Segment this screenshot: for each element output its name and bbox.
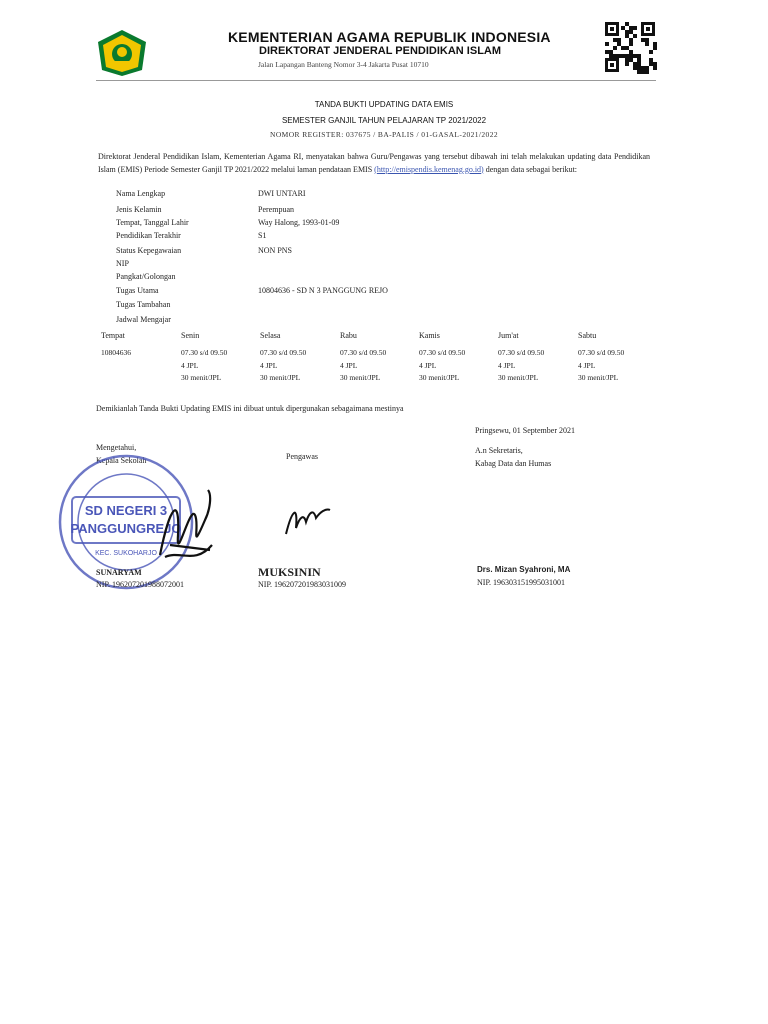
field-value: 10804636 - SD N 3 PANGGUNG REJO: [258, 286, 388, 295]
supervisor-name: MUKSININ: [258, 565, 321, 579]
schedule-slot-time: 07.30 s/d 09.50: [260, 348, 307, 357]
field-value: S1: [258, 231, 267, 240]
schedule-slot-per: 30 menit/JPL: [181, 373, 222, 382]
schedule-slot-per: 30 menit/JPL: [260, 373, 301, 382]
document-semester: SEMESTER GANJIL TAHUN PELAJARAN TP 2021/2022: [281, 116, 487, 125]
supervisor-nip: NIP. 196207201983031009: [258, 580, 347, 589]
closing-statement: Demikianlah Tanda Bukti Updating EMIS ini dibuat untuk dipergunakan sebagaimana mestinya: [96, 404, 404, 413]
official-nip: NIP. 196303151995031001: [477, 578, 566, 587]
secretary-label: A.n Sekretaris,: [475, 446, 523, 455]
schedule-slot-jpl: 4 JPL: [578, 360, 596, 370]
schedule-header: Kamis: [419, 331, 440, 340]
field-label: Pangkat/Golongan: [116, 272, 176, 281]
directorate-name: DIREKTORAT JENDERAL PENDIDIKAN ISLAM: [259, 45, 502, 57]
schedule-slot-jpl: 4 JPL: [419, 360, 437, 370]
field-label: Tugas Utama: [116, 286, 159, 295]
intro-paragraph: [98, 151, 650, 176]
stamp-district: KEC. SUKOHARJO: [95, 550, 157, 557]
kemenag-logo-icon: [94, 28, 150, 78]
field-value: DWI UNTARI: [258, 189, 306, 198]
schedule-slot-time: 07.30 s/d 09.50: [340, 348, 387, 357]
schedule-slot-time: 07.30 s/d 09.50: [419, 348, 466, 357]
place-date: Pringsewu, 01 September 2021: [475, 426, 575, 435]
schedule-slot-jpl: 4 JPL: [260, 360, 278, 370]
field-label: Tempat, Tanggal Lahir: [116, 218, 189, 227]
schedule-slot-jpl: 4 JPL: [181, 360, 199, 370]
field-value: Perempuan: [258, 205, 294, 214]
schedule-slot-per: 30 menit/JPL: [340, 373, 381, 382]
schedule-slot-jpl: 4 JPL: [498, 360, 516, 370]
ministry-name: KEMENTERIAN AGAMA REPUBLIK INDONESIA: [228, 29, 551, 45]
field-label: Nama Lengkap: [116, 189, 166, 198]
headmaster-name: SUNARYAM: [96, 568, 142, 577]
schedule-slot-jpl: 4 JPL: [340, 360, 358, 370]
stamp-school-name: SD NEGERI 3: [84, 503, 168, 518]
document-title: TANDA BUKTI UPDATING DATA EMIS: [314, 100, 454, 109]
headmaster-signature: [150, 485, 220, 575]
schedule-header: Tempat: [101, 331, 125, 340]
field-label: Jadwal Mengajar: [116, 315, 171, 324]
schedule-header: Selasa: [260, 331, 281, 340]
emis-link[interactable]: (http://emispendis.kemenag.go.id): [374, 164, 484, 174]
supervisor-signature: [282, 500, 332, 540]
ministry-address: Jalan Lapangan Banteng Nomor 3-4 Jakarta Pusat 10710: [258, 60, 429, 69]
supervisor-label: Pengawas: [286, 452, 318, 461]
stamp-village-name: PANGGUNGREJO: [70, 521, 182, 536]
data-head-label: Kabag Data dan Humas: [475, 459, 552, 468]
schedule-header: Senin: [181, 331, 200, 340]
field-label: Jenis Kelamin: [116, 205, 162, 214]
intro-text-end: dengan data sebagai berikut:: [485, 164, 578, 174]
schedule-slot-time: 07.30 s/d 09.50: [181, 348, 228, 357]
field-label: NIP: [116, 259, 129, 268]
schedule-slot-time: 07.30 s/d 09.50: [578, 348, 625, 357]
schedule-header: Jum'at: [498, 331, 519, 340]
schedule-place: 10804636: [101, 348, 131, 357]
field-value: Way Halong, 1993-01-09: [258, 218, 340, 227]
official-name: Drs. Mizan Syahroni, MA: [477, 565, 571, 574]
header-divider: [96, 80, 656, 81]
field-label: Pendidikan Terakhir: [116, 231, 181, 240]
field-label: Tugas Tambahan: [116, 300, 171, 309]
field-value: NON PNS: [258, 246, 293, 255]
schedule-slot-per: 30 menit/JPL: [419, 373, 460, 382]
schedule-header: Sabtu: [578, 331, 597, 340]
schedule-slot-per: 30 menit/JPL: [498, 373, 539, 382]
headmaster-label: Kepala Sekolah: [96, 456, 147, 465]
schedule-header: Rabu: [340, 331, 357, 340]
intro-text: Direktorat Jenderal Pendidikan Islam, Kementerian Agama RI, menyatakan bahwa Guru/Pengawas yang tersebut dibawah ini telah melakukan updating data Pendidikan Islam (EMIS) Periode Semester Ganjil TP 2021/2022 melalui laman pendataan EMIS: [98, 152, 650, 174]
schedule-slot-time: 07.30 s/d 09.50: [498, 348, 545, 357]
schedule-slot-per: 30 menit/JPL: [578, 373, 619, 382]
field-label: Status Kepegawaian: [116, 246, 182, 255]
headmaster-nip: NIP. 196207201988072001: [96, 580, 185, 589]
known-by-label: Mengetahui,: [96, 443, 137, 452]
qr-code-icon: [603, 20, 657, 74]
register-number: NOMOR REGISTER: 037675 / BA-PALIS / 01-GASAL-2021/2022: [270, 130, 498, 139]
